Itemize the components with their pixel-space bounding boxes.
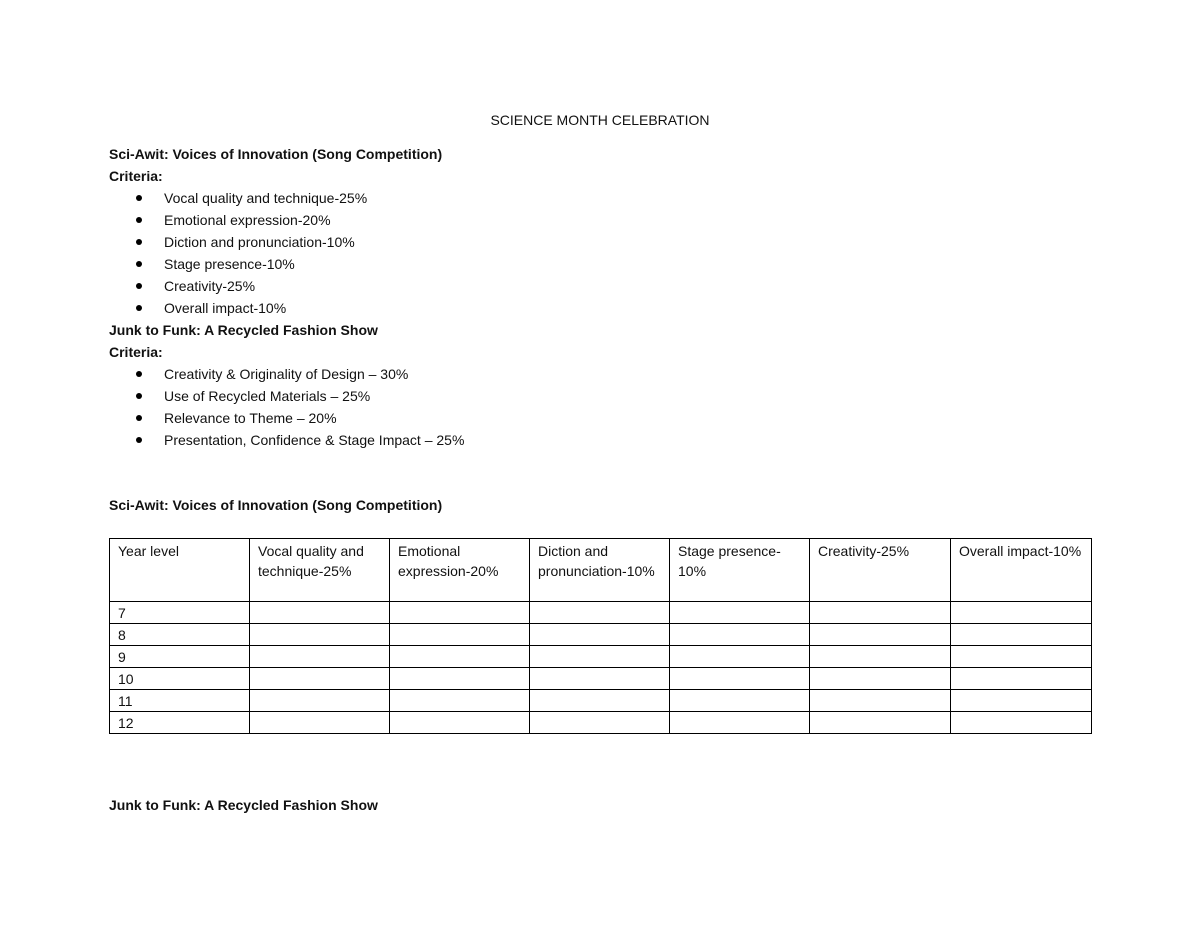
score-cell[interactable] <box>530 668 670 690</box>
criteria-text: Diction and pronunciation-10% <box>164 234 355 250</box>
table-row <box>110 690 1092 712</box>
score-cell[interactable] <box>810 646 951 668</box>
score-cell[interactable] <box>530 602 670 624</box>
song-table-heading: Sci-Awit: Voices of Innovation (Song Competition) <box>109 497 443 513</box>
score-cell[interactable] <box>670 602 810 624</box>
bullet-icon <box>136 437 142 443</box>
column-header: Year level <box>110 539 250 602</box>
criteria-text: Vocal quality and technique-25% <box>164 190 368 206</box>
score-cell[interactable] <box>390 668 530 690</box>
criteria-text: Emotional expression-20% <box>164 212 331 228</box>
year-level-cell: 9 <box>110 646 250 668</box>
score-cell[interactable] <box>670 712 810 734</box>
column-header: Diction and pronunciation-10% <box>530 539 670 602</box>
fashion-criteria-list <box>109 363 1089 451</box>
song-competition-section <box>109 143 1089 451</box>
score-cell[interactable] <box>670 624 810 646</box>
bullet-icon <box>136 261 142 267</box>
score-cell[interactable] <box>951 624 1092 646</box>
score-cell[interactable] <box>810 602 951 624</box>
score-cell[interactable] <box>951 646 1092 668</box>
fashion-show-heading: Junk to Funk: A Recycled Fashion Show <box>109 322 378 338</box>
score-cell[interactable] <box>530 624 670 646</box>
song-scoring-table <box>109 538 1092 734</box>
list-item <box>109 231 1089 253</box>
score-cell[interactable] <box>670 690 810 712</box>
score-cell[interactable] <box>530 690 670 712</box>
score-cell[interactable] <box>530 712 670 734</box>
column-header: Creativity-25% <box>810 539 951 602</box>
score-cell[interactable] <box>390 624 530 646</box>
list-item <box>109 297 1089 319</box>
year-level-cell: 7 <box>110 602 250 624</box>
score-cell[interactable] <box>951 712 1092 734</box>
score-cell[interactable] <box>670 668 810 690</box>
page-title: SCIENCE MONTH CELEBRATION <box>490 112 710 128</box>
list-item <box>109 429 1089 451</box>
score-cell[interactable] <box>390 602 530 624</box>
list-item <box>109 187 1089 209</box>
table-row <box>110 712 1092 734</box>
bullet-icon <box>136 393 142 399</box>
bullet-icon <box>136 217 142 223</box>
criteria-text: Presentation, Confidence & Stage Impact – 25% <box>164 432 465 448</box>
score-cell[interactable] <box>951 668 1092 690</box>
bullet-icon <box>136 415 142 421</box>
table-row <box>110 646 1092 668</box>
score-cell[interactable] <box>390 690 530 712</box>
criteria-text: Relevance to Theme – 20% <box>164 410 337 426</box>
score-cell[interactable] <box>951 602 1092 624</box>
column-header: Vocal quality and technique-25% <box>250 539 390 602</box>
song-competition-heading: Sci-Awit: Voices of Innovation (Song Competition) <box>109 146 443 162</box>
list-item <box>109 253 1089 275</box>
fashion-table-heading: Junk to Funk: A Recycled Fashion Show <box>109 797 378 813</box>
score-cell[interactable] <box>390 646 530 668</box>
list-item <box>109 385 1089 407</box>
score-cell[interactable] <box>670 646 810 668</box>
score-cell[interactable] <box>390 712 530 734</box>
list-item <box>109 209 1089 231</box>
criteria-text: Overall impact-10% <box>164 300 287 316</box>
bullet-icon <box>136 195 142 201</box>
year-level-cell: 11 <box>110 690 250 712</box>
criteria-text: Use of Recycled Materials – 25% <box>164 388 371 404</box>
table-row <box>110 668 1092 690</box>
column-header: Overall impact-10% <box>951 539 1092 602</box>
score-cell[interactable] <box>951 690 1092 712</box>
criteria-text: Creativity & Originality of Design – 30% <box>164 366 409 382</box>
year-level-cell: 12 <box>110 712 250 734</box>
score-cell[interactable] <box>250 602 390 624</box>
bullet-icon <box>136 305 142 311</box>
table-row <box>110 602 1092 624</box>
list-item <box>109 363 1089 385</box>
score-cell[interactable] <box>250 690 390 712</box>
song-criteria-label: Criteria: <box>109 168 163 184</box>
song-criteria-list <box>109 187 1089 319</box>
table-header-row <box>110 539 1092 602</box>
year-level-cell: 8 <box>110 624 250 646</box>
list-item <box>109 275 1089 297</box>
column-header: Stage presence-10% <box>670 539 810 602</box>
list-item <box>109 407 1089 429</box>
score-cell[interactable] <box>250 646 390 668</box>
score-cell[interactable] <box>810 668 951 690</box>
criteria-text: Stage presence-10% <box>164 256 295 272</box>
score-cell[interactable] <box>250 624 390 646</box>
column-header: Emotional expression-20% <box>390 539 530 602</box>
year-level-cell: 10 <box>110 668 250 690</box>
bullet-icon <box>136 371 142 377</box>
table-row <box>110 624 1092 646</box>
bullet-icon <box>136 239 142 245</box>
score-cell[interactable] <box>810 624 951 646</box>
score-cell[interactable] <box>810 712 951 734</box>
criteria-text: Creativity-25% <box>164 278 256 294</box>
score-cell[interactable] <box>250 668 390 690</box>
fashion-criteria-label: Criteria: <box>109 344 163 360</box>
score-cell[interactable] <box>530 646 670 668</box>
score-cell[interactable] <box>810 690 951 712</box>
score-cell[interactable] <box>250 712 390 734</box>
bullet-icon <box>136 283 142 289</box>
